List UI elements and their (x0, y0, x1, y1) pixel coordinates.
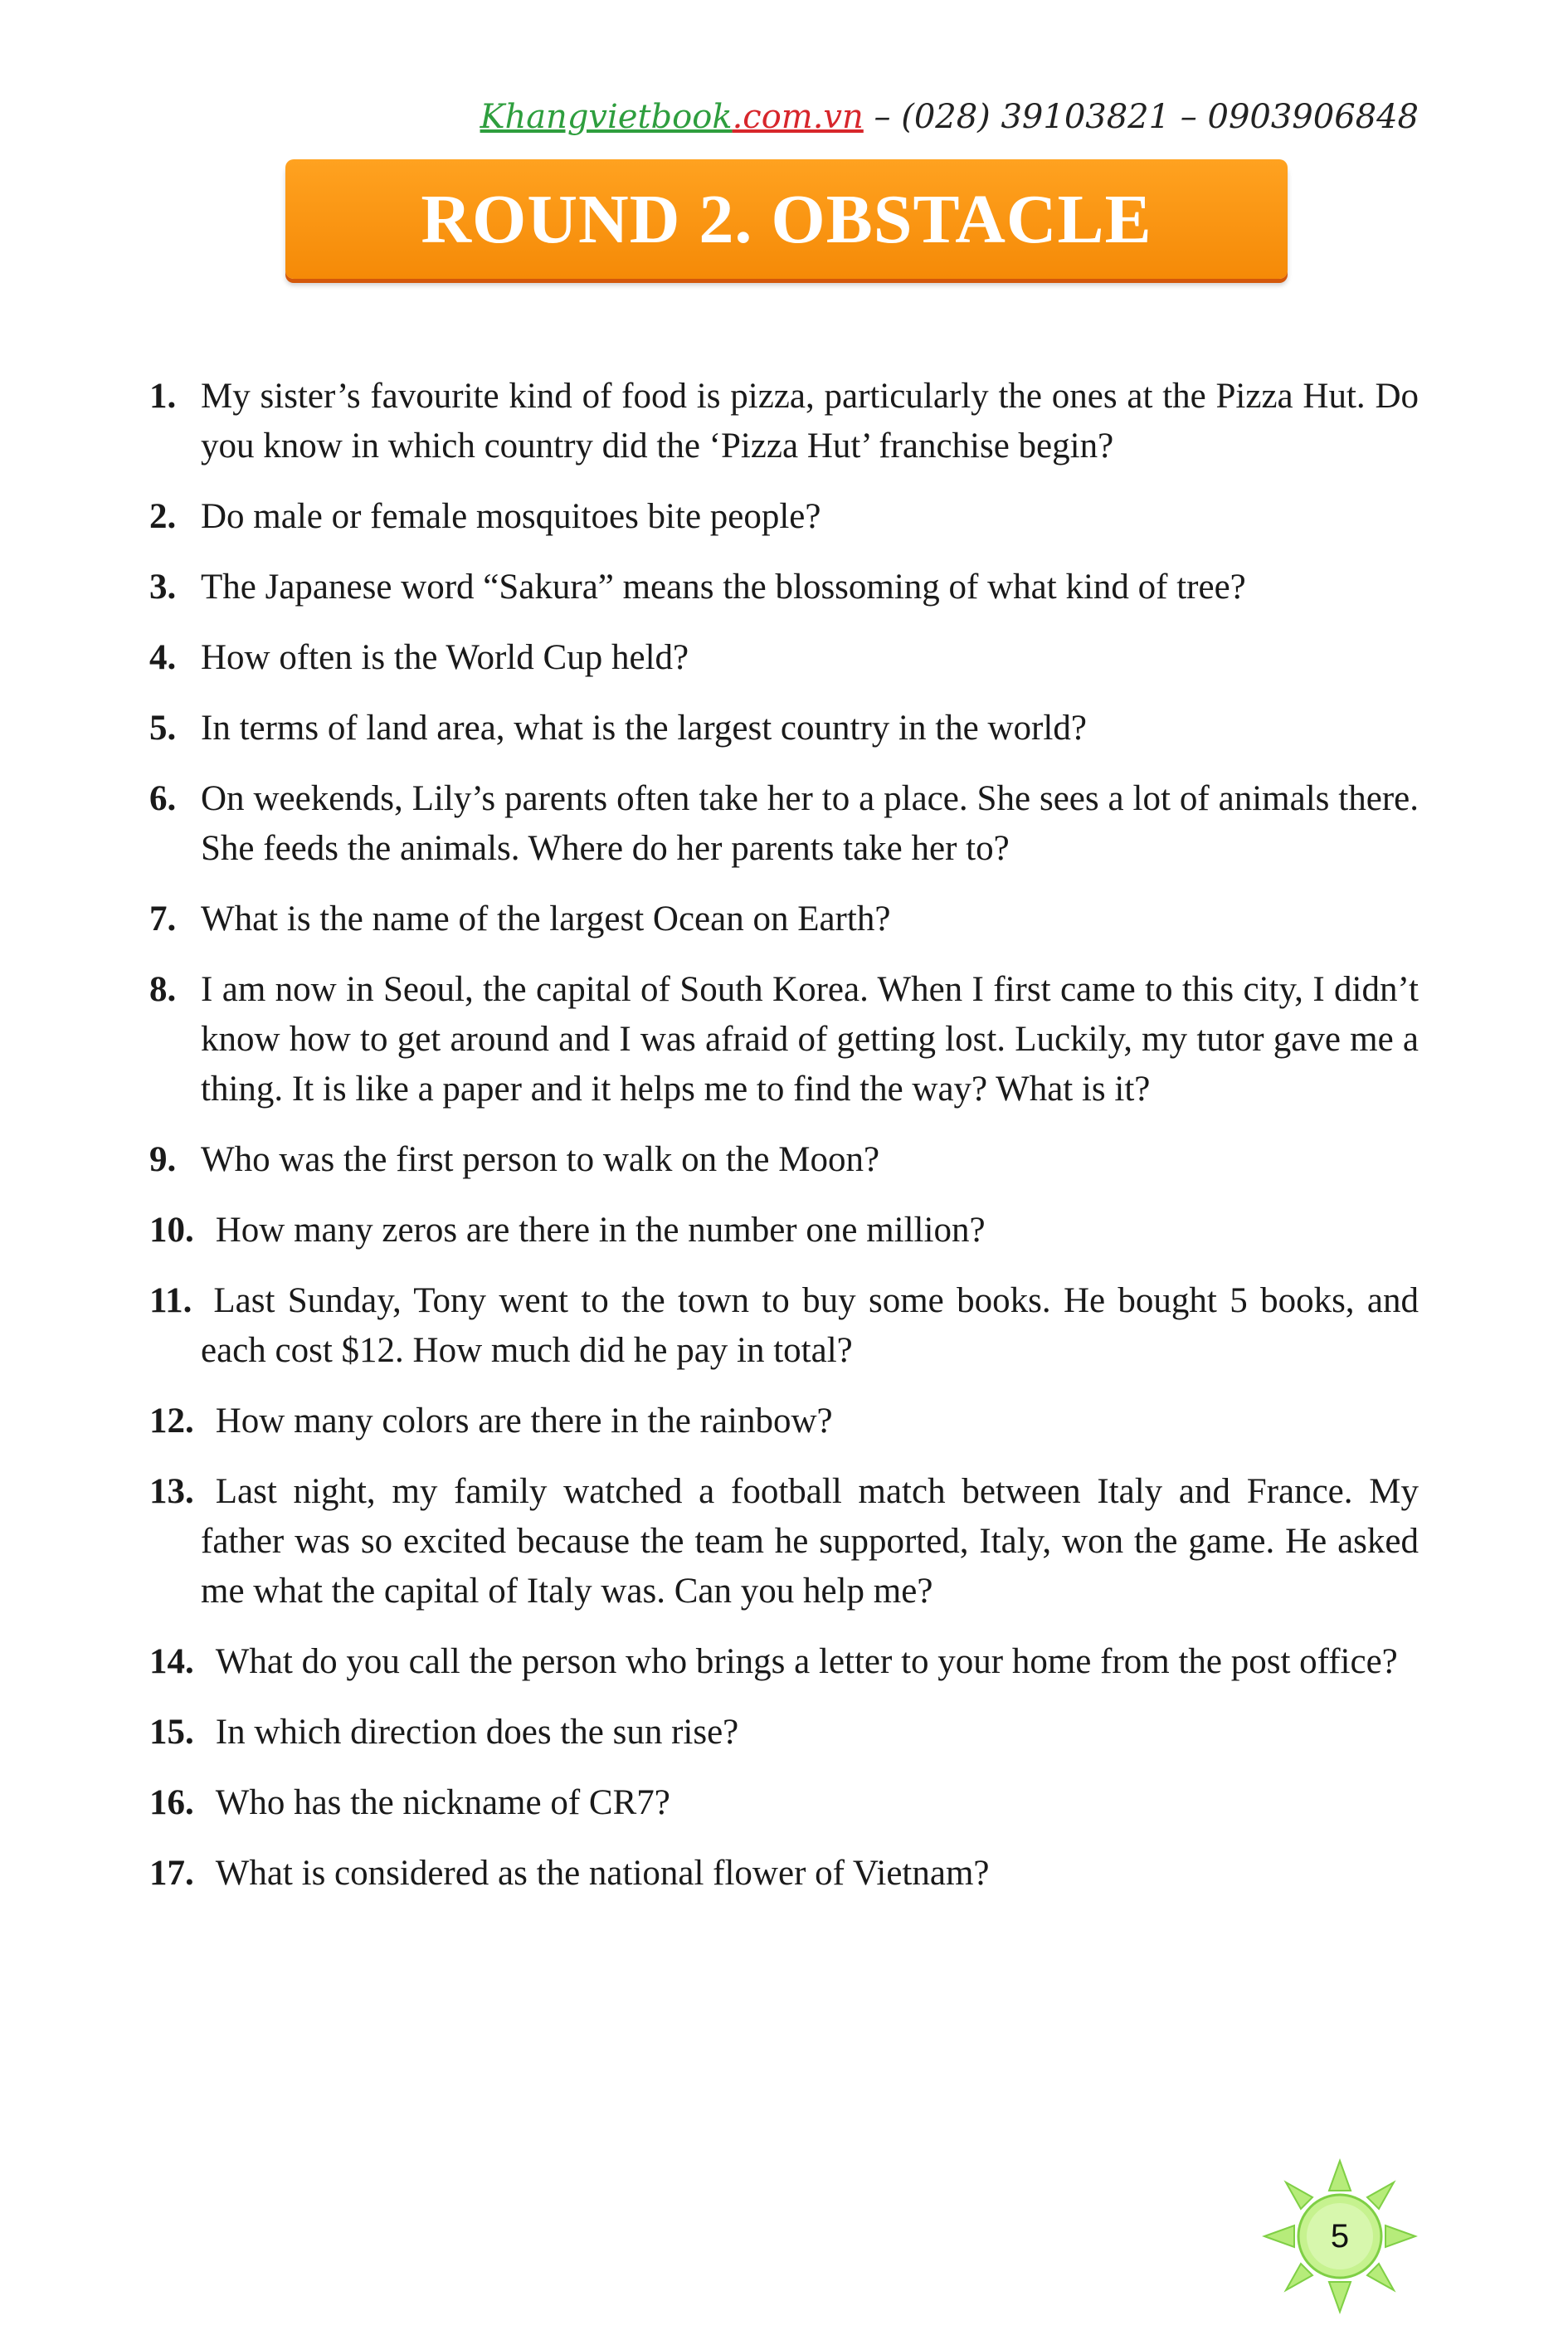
question-text: How many zeros are there in the number one million? (215, 1211, 986, 1250)
question-text: What is considered as the national flower of Vietnam? (215, 1854, 990, 1893)
question-text: In terms of land area, what is the largest country in the world? (201, 709, 1087, 748)
question-text: In which direction does the sun rise? (215, 1713, 739, 1752)
question-number: 5. (149, 709, 177, 748)
question-text: Who was the first person to walk on the Moon? (201, 1140, 880, 1179)
question-item (149, 492, 1419, 542)
question-text: My sister’s favourite kind of food is pizza, particularly the ones at the Pizza Hut. Do you know in which country did the ‘Pizza Hut’ franchise begin? (201, 377, 1419, 466)
question-item (149, 965, 1419, 1114)
question-item (149, 774, 1419, 874)
question-number: 14. (149, 1642, 194, 1681)
question-text: Last night, my family watched a football match between Italy and France. My father was so excited because the team he supported, Italy, won the game. He asked me what the capital of Italy was. Can you help me? (201, 1472, 1419, 1611)
question-item (149, 633, 1419, 683)
publisher-domain[interactable]: .com.vn (732, 98, 864, 136)
question-item (149, 1397, 1419, 1446)
question-text: I am now in Seoul, the capital of South Korea. When I first came to this city, I didn’t know how to get around and I was afraid of getting lost. Luckily, my tutor gave me a thing. It is like a paper and it helps me to find the way? What is it? (201, 970, 1419, 1109)
question-number: 17. (149, 1854, 194, 1893)
title-banner (285, 159, 1288, 279)
question-text: On weekends, Lily’s parents often take her to a place. She sees a lot of animals there. She feeds the animals. Where do her parents take her to? (201, 779, 1419, 868)
publisher-brand[interactable]: Khangvietbook (480, 98, 733, 136)
question-item (149, 1206, 1419, 1255)
publisher-header (480, 98, 1419, 136)
question-item (149, 1637, 1419, 1687)
question-number: 3. (149, 568, 177, 607)
question-item (149, 1708, 1419, 1757)
question-text: What do you call the person who brings a letter to your home from the post office? (215, 1642, 1398, 1681)
question-list (149, 372, 1419, 1919)
question-text: Last Sunday, Tony went to the town to buy some books. He bought 5 books, and each cost $12. How much did he pay in total? (201, 1281, 1419, 1370)
question-text: Do male or female mosquitoes bite people? (201, 497, 821, 536)
page-number: 5 (1330, 2218, 1350, 2255)
page-number-badge (1261, 2157, 1419, 2315)
question-text: How many colors are there in the rainbow? (215, 1402, 833, 1441)
question-text: Who has the nickname of CR7? (215, 1783, 670, 1822)
question-number: 15. (149, 1713, 194, 1752)
question-number: 11. (149, 1281, 192, 1320)
question-number: 12. (149, 1402, 194, 1441)
question-number: 2. (149, 497, 177, 536)
question-item (149, 372, 1419, 471)
page-title: ROUND 2. OBSTACLE (421, 180, 1152, 258)
question-number: 1. (149, 377, 177, 416)
question-item (149, 1778, 1419, 1828)
question-text: How often is the World Cup held? (201, 638, 689, 677)
question-number: 16. (149, 1783, 194, 1822)
question-item (149, 1276, 1419, 1376)
question-number: 10. (149, 1211, 194, 1250)
question-item (149, 563, 1419, 612)
question-number: 9. (149, 1140, 177, 1179)
question-number: 13. (149, 1472, 194, 1511)
question-item (149, 1135, 1419, 1185)
question-number: 6. (149, 779, 177, 818)
publisher-contact: – (028) 39103821 – 0903906848 (863, 98, 1419, 136)
question-number: 7. (149, 899, 177, 938)
question-item (149, 704, 1419, 753)
question-text: The Japanese word “Sakura” means the blossoming of what kind of tree? (201, 568, 1246, 607)
question-item (149, 1467, 1419, 1616)
question-number: 4. (149, 638, 177, 677)
question-item (149, 1849, 1419, 1899)
question-number: 8. (149, 970, 177, 1009)
question-item (149, 895, 1419, 944)
question-text: What is the name of the largest Ocean on Earth? (201, 899, 891, 938)
